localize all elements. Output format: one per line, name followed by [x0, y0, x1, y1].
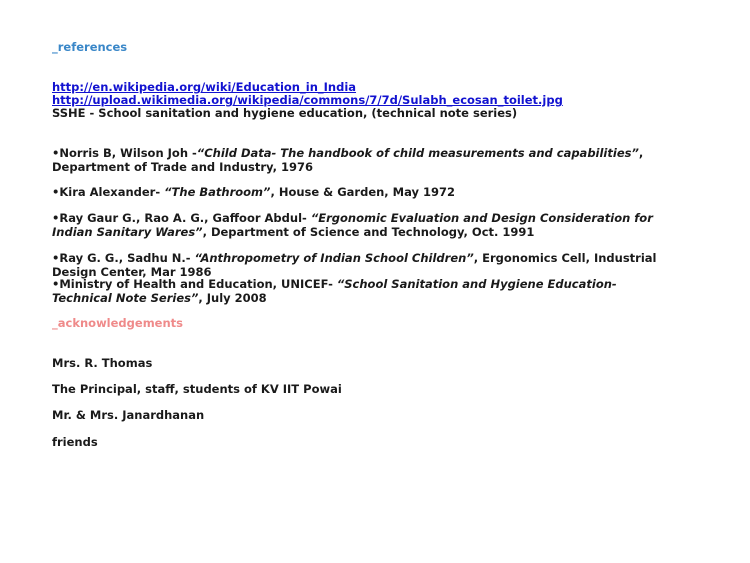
acknowledgement-item: friends [52, 435, 98, 449]
reference-authors: •Norris B, Wilson Joh - [52, 146, 197, 160]
reference-item [52, 185, 672, 199]
reference-authors: •Ray Gaur G., Rao A. G., Gaffoor Abdul- [52, 211, 311, 225]
reference-authors: •Ray G. G., Sadhu N.- [52, 251, 195, 265]
reference-title: “Child Data- The handbook of child measurements and capabilities” [196, 146, 639, 160]
reference-title: “School Sanitation and Hygiene Education- Technical Note Series” [52, 277, 617, 305]
reference-source: , Department of Science and Technology, Oct. 1991 [202, 225, 535, 239]
reference-title: “Anthropometry of Indian School Children” [194, 251, 474, 265]
acknowledgement-item: Mr. & Mrs. Janardhanan [52, 408, 205, 422]
reference-source: , Ergonomics Cell, Industrial Design Center, Mar 1986 [52, 251, 657, 279]
reference-source: , House & Garden, May 1972 [270, 185, 456, 199]
wikimedia-toilet-image-link[interactable]: http://upload.wikimedia.org/wikipedia/commons/7/7d/Sulabh_ecosan_toilet.jpg [52, 93, 563, 107]
acknowledgement-item: Mrs. R. Thomas [52, 356, 153, 370]
acknowledgement-item: The Principal, staff, students of KV IIT Powai [52, 382, 342, 396]
wikipedia-education-link[interactable]: http://en.wikipedia.org/wiki/Education_in_India [52, 80, 357, 94]
reference-title: “The Bathroom” [164, 185, 271, 199]
reference-authors: •Kira Alexander- [52, 185, 165, 199]
reference-item [52, 277, 672, 305]
sshe-reference: SSHE - School sanitation and hygiene education, (technical note series) [52, 106, 518, 120]
reference-item [52, 251, 672, 279]
reference-title: “Ergonomic Evaluation and Design Consideration for Indian Sanitary Wares” [52, 211, 653, 239]
references-heading: _references [52, 40, 128, 54]
reference-links [52, 80, 672, 119]
reference-source: , Department of Trade and Industry, 1976 [52, 146, 644, 174]
reference-item [52, 211, 672, 239]
acknowledgements-heading: _acknowledgements [52, 316, 184, 330]
reference-item [52, 146, 672, 174]
reference-source: , July 2008 [198, 291, 267, 305]
reference-authors: •Ministry of Health and Education, UNICEF- [52, 277, 337, 291]
